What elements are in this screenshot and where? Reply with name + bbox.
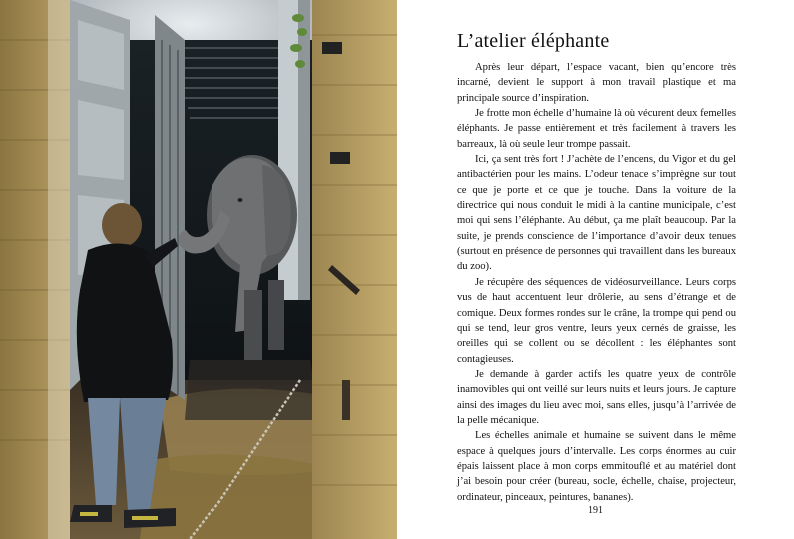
woman-head [102, 203, 142, 247]
right-brick-wall [312, 0, 397, 539]
page-number: 191 [588, 505, 603, 516]
body-text [457, 60, 736, 505]
paragraph: Je demande à garder actifs les quatre yeux de contrôle inamovibles qui ont veillé sur leurs nuits et leurs jours. Je capture ainsi des images du lieu avec moi, sans elles, jusqu’à l’arrivée de la pelle mécanique. [457, 368, 736, 426]
paragraph: Les échelles animale et humaine se suivent dans le même espace à quelques jours d’intervalle. Les corps énormes au cuir épais laissent place à mon corps emmitouflé et au matériel dont j’ai besoin pour créer (bureau, socle, échelle, chaise, projecteur, ordinateur, pinceaux, peintures, bananes). [457, 430, 736, 503]
paragraph: Je récupère des séquences de vidéosurveillance. Leurs corps vus de haut accentuent leur drôlerie, au sens d’étrange et de comique. Deux formes rondes sur le crâne, la trompe qui pend ou qui se tend, leur gros ventre, leurs yeux cernés de graisse, les oreilles qui se collent ou se décollent : les éléphantes sont contagieuses. [457, 276, 736, 365]
left-pillar [48, 0, 70, 539]
paragraph: Je frotte mon échelle d’humaine là où vécurent deux femelles éléphants. Je passe entièrement et très facilement à travers les barreaux, là où seule leur trompe passait. [457, 108, 736, 150]
wall-box [322, 42, 342, 54]
wet-floor [185, 360, 320, 420]
text-page [397, 0, 794, 539]
paragraph: Ici, ça sent très fort ! J’achète de l’encens, du Vigor et du gel antibactérien pour les mains. L’odeur tenace s’imprègne sur tout ce que je porte et ce que je touche. Dans la voiture de la directrice qui nous conduit le midi à la cantine municipale, c’est moi qui sens l’éléphante. Au début, ça me plaît beaucoup. Par la suite, je prends conscience de l’importance d’avoir deux tenues (surtout en présence de personnes qui travaillent dans les bureaux du zoo). [457, 154, 736, 273]
chapter-title: L’atelier éléphante [457, 30, 610, 52]
paragraph: Après leur départ, l’espace vacant, bien qu’encore très incarné, devient le support à mon travail plastique et ma principale source d’inspiration. [457, 62, 736, 104]
